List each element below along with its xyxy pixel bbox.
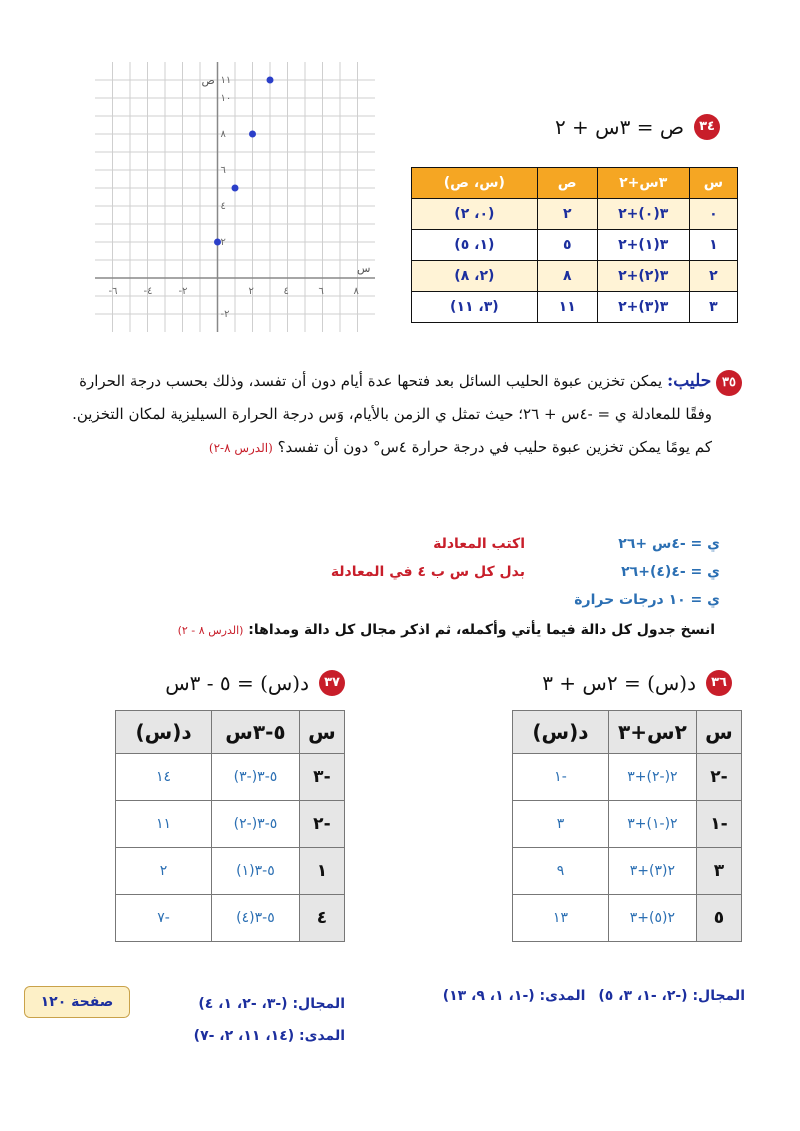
q35-text-1: يمكن تخزين عبوة الحليب السائل بعد فتحها عدة أيام دون أن تفسد، وذلك بحسب درجة الحرارة (79, 372, 663, 390)
x-axis-label: س (357, 262, 371, 275)
data-point (249, 131, 256, 138)
q36-answer (443, 988, 745, 1004)
q35-text-2: وفقًا للمعادلة ي = -٤س + ٢٦؛ حيث تمثل ي الزمن بالأيام، وَس درجة الحرارة السيليزية لمكان التخزين. (72, 405, 712, 423)
q35-text-3: كم يومًا يمكن تخزين عبوة حليب في درجة حرارة ٤س° دون أن تفسد؟ (277, 438, 712, 456)
q37-cell-fx: ١٤ (116, 754, 212, 801)
q34-header-x: س (689, 168, 737, 199)
q37-cell-expr: ٥-٣(-٣) (212, 754, 300, 801)
q34-graph (85, 52, 385, 342)
q34-cell: ٢ (537, 199, 597, 230)
q35-step-1 (120, 530, 720, 558)
q36-cell-x: -١ (696, 801, 741, 848)
table-row (513, 848, 742, 895)
y-tick-label: ١١ (220, 75, 232, 86)
q37-domain: المجال: (-٣، -٢، ١، ٤) (198, 996, 345, 1012)
q34-equation: ص = ٣س + ٢ (554, 115, 684, 139)
q34-cell: (٠، ٢) (412, 199, 538, 230)
q34-header-y: ص (537, 168, 597, 199)
q34-cell: ٣ (689, 292, 737, 323)
q37-cell-fx: ٢ (116, 848, 212, 895)
q34-cell: ٣(٣)+٢ (597, 292, 689, 323)
q37-header-fx: د(س) (116, 711, 212, 754)
table-row (116, 754, 345, 801)
data-point (267, 77, 274, 84)
q37-cell-fx: -٧ (116, 895, 212, 942)
q37-number-badge: ٣٧ (319, 670, 345, 696)
q35-number-badge: ٣٥ (716, 370, 742, 396)
q36-cell-expr: ٢(٥)+٣ (608, 895, 696, 942)
table-row (116, 895, 345, 942)
table-row (412, 261, 738, 292)
q34-cell: ٣(٢)+٢ (597, 261, 689, 292)
q37-cell-expr: ٥-٣(١) (212, 848, 300, 895)
q36-cell-x: ٥ (696, 895, 741, 942)
y-tick-label: ١٠ (220, 93, 232, 104)
table-row (513, 801, 742, 848)
q35-step-note: بدل كل س ب ٤ في المعادلة (330, 564, 525, 580)
q37-table (115, 710, 345, 942)
q34-table (411, 167, 738, 323)
q37-cell-x: -٢ (299, 801, 344, 848)
instruction (55, 622, 715, 638)
q35-step-math: ي = ١٠ درجات حرارة (574, 592, 720, 608)
q36-header-x: س (696, 711, 741, 754)
x-tick-label: ٤ (283, 286, 289, 297)
q35-step-math: ي = -٤س +٢٦ (618, 536, 720, 552)
x-tick-label: -٦ (108, 286, 118, 297)
q36-cell-x: -٢ (696, 754, 741, 801)
y-tick-label: ٦ (220, 165, 226, 176)
y-axis-label: ص (201, 74, 215, 87)
q37-header-x: س (299, 711, 344, 754)
q36-table (512, 710, 742, 942)
q34-cell: ٥ (537, 230, 597, 261)
q37-cell-expr: ٥-٣(-٢) (212, 801, 300, 848)
q34-cell: ٠ (689, 199, 737, 230)
table-row (412, 199, 738, 230)
table-row (412, 230, 738, 261)
q37-cell-fx: ١١ (116, 801, 212, 848)
page-label (24, 986, 130, 1018)
q35-steps (120, 530, 720, 614)
data-point (214, 239, 221, 246)
q36-cell-fx: ٩ (513, 848, 609, 895)
table-row (412, 292, 738, 323)
q36-header-fx: د(س) (513, 711, 609, 754)
q34-cell: ٣(١)+٢ (597, 230, 689, 261)
q36-table-header (513, 711, 742, 754)
q36-cell-fx: -١ (513, 754, 609, 801)
y-tick-label: ٤ (220, 201, 226, 212)
table-row (116, 848, 345, 895)
x-tick-label: ٢ (248, 286, 254, 297)
q37-cell-x: ٤ (299, 895, 344, 942)
q34-cell: (٢، ٨) (412, 261, 538, 292)
instruction-text: انسخ جدول كل دالة فيما يأتي وأكمله، ثم اذكر مجال كل دالة ومداها: (248, 622, 715, 638)
q35-step-math: ي = -٤(٤)+٢٦ (621, 564, 720, 580)
q37-equation: د(س) = ٥ - ٣س (165, 671, 309, 695)
q36-cell-expr: ٢(-٢)+٣ (608, 754, 696, 801)
y-tick-label: -٢ (220, 309, 230, 320)
q34-cell: ٣(٠)+٢ (597, 199, 689, 230)
y-tick-label: ٨ (220, 129, 226, 140)
x-tick-label: -٤ (143, 286, 153, 297)
q36-header (542, 670, 732, 696)
q35-step-note: اكتب المعادلة (433, 536, 525, 552)
x-tick-label: ٨ (353, 286, 359, 297)
data-point (232, 185, 239, 192)
q36-equation: د(س) = ٢س + ٣ (542, 671, 696, 695)
q37-header (165, 670, 345, 696)
q34-cell: ٢ (689, 261, 737, 292)
instruction-ref: (الدرس ٨ - ٢) (177, 624, 244, 637)
q36-cell-x: ٣ (696, 848, 741, 895)
q34-header (555, 114, 720, 140)
q36-cell-expr: ٢(٣)+٣ (608, 848, 696, 895)
q34-cell: (٣، ١١) (412, 292, 538, 323)
q35-problem (52, 365, 742, 465)
page-label-text: صفحة ١٢٠ (40, 994, 114, 1010)
q37-answer (194, 988, 345, 1052)
q35-line-3 (52, 431, 742, 465)
q36-cell-expr: ٢(-١)+٣ (608, 801, 696, 848)
q37-cell-x: ١ (299, 848, 344, 895)
q34-table-header (412, 168, 738, 199)
table-row (513, 754, 742, 801)
y-tick-label: ٢ (220, 237, 226, 248)
q34-cell: ١١ (537, 292, 597, 323)
q34-cell: ٨ (537, 261, 597, 292)
q36-domain: المجال: (-٢، -١، ٣، ٥) (598, 988, 745, 1004)
q37-header-expr: ٥-٣س (212, 711, 300, 754)
q34-header-expr: ٣س+٢ (597, 168, 689, 199)
q35-ref: (الدرس ٨-٢) (208, 441, 273, 455)
q35-step-3 (120, 586, 720, 614)
table-row (513, 895, 742, 942)
q35-line-1 (52, 365, 742, 398)
table-row (116, 801, 345, 848)
q37-range: المدى: (١٤، ١١، ٢، -٧) (193, 1028, 345, 1044)
q36-number-badge: ٣٦ (706, 670, 732, 696)
q37-cell-expr: ٥-٣(٤) (212, 895, 300, 942)
q34-number-badge: ٣٤ (694, 114, 720, 140)
q34-header-pair: (س، ص) (412, 168, 538, 199)
q34-cell: (١، ٥) (412, 230, 538, 261)
q36-range: المدى: (-١، ١، ٩، ١٣) (442, 988, 586, 1004)
q35-title: حليب: (666, 371, 712, 391)
q34-cell: ١ (689, 230, 737, 261)
q36-header-expr: ٢س+٣ (608, 711, 696, 754)
x-tick-label: ٦ (318, 286, 324, 297)
q37-table-header (116, 711, 345, 754)
x-tick-label: -٢ (178, 286, 188, 297)
q36-cell-fx: ١٣ (513, 895, 609, 942)
q36-cell-fx: ٣ (513, 801, 609, 848)
q37-cell-x: -٣ (299, 754, 344, 801)
q35-step-2 (120, 558, 720, 586)
